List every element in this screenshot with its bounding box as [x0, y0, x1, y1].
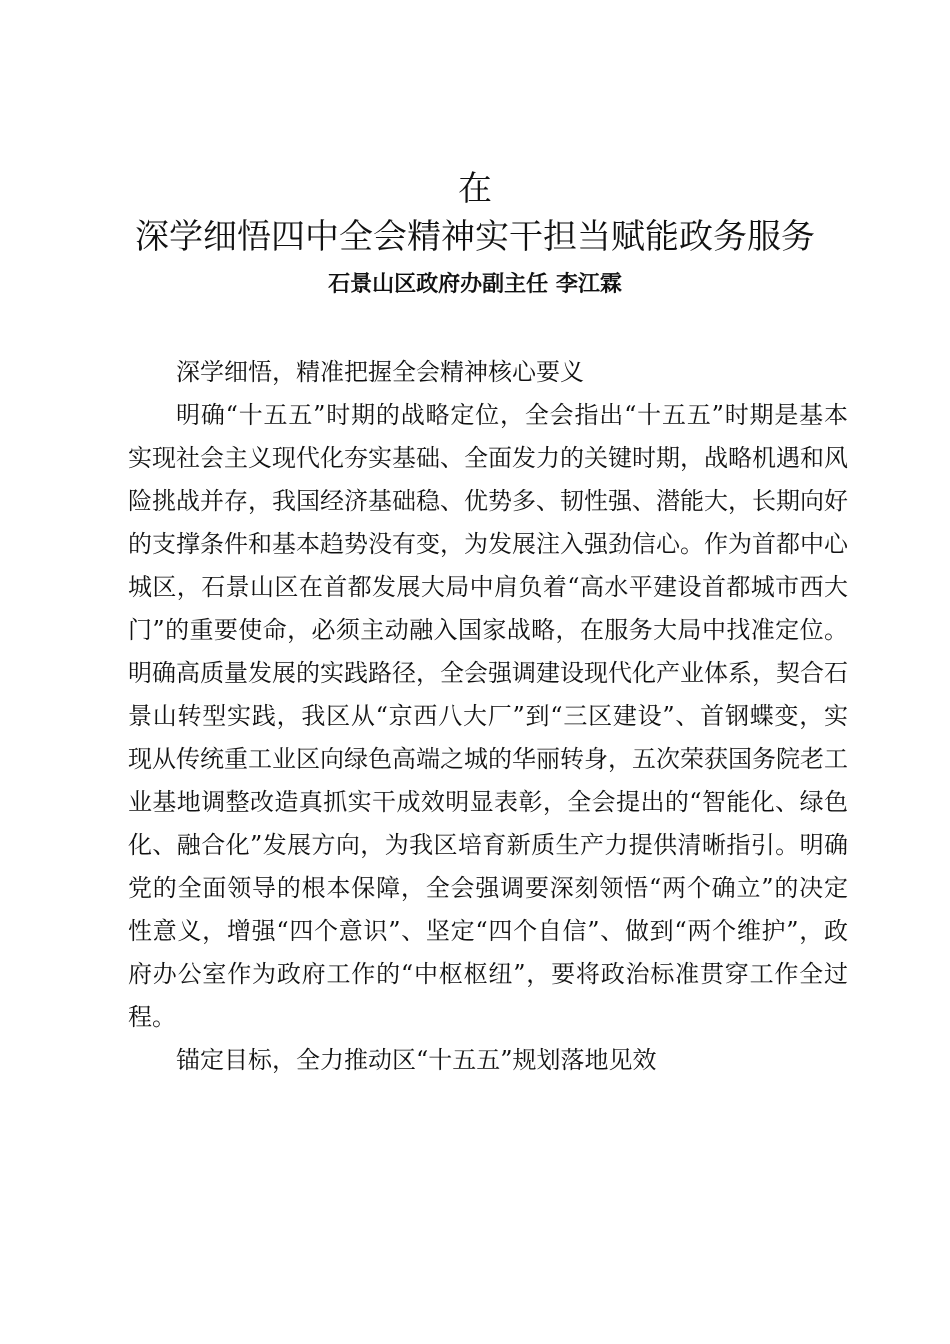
document-title: 深学细悟四中全会精神实干担当赋能政务服务: [135, 217, 815, 257]
section-heading: 深学细悟，精准把握全会精神核心要义: [176, 358, 584, 386]
document-body: [128, 351, 848, 1082]
author-byline: 石景山区政府办副主任 李江霖: [328, 271, 622, 297]
title-prefix: 在: [458, 169, 492, 209]
section-heading: 锚定目标，全力推动区“十五五”规划落地见效: [176, 1046, 657, 1074]
body-paragraph: 明确“十五五”时期的战略定位，全会指出“十五五”时期是基本实现社会主义现代化夯实基础、全面发力的关键时期，战略机遇和风险挑战并存，我国经济基础稳、优势多、韧性强、潜能大，长期向好的支撑条件和基本趋势没有变，为发展注入强劲信心。作为首都中心城区，石景山区在首都发展大局中肩负着“高水平建设首都城市西大门”的重要使命，必须主动融入国家战略，在服务大局中找准定位。明确高质量发展的实践路径，全会强调建设现代化产业体系，契合石景山转型实践，我区从“京西八大厂”到“三区建设”、首钢蝶变，实现从传统重工业区向绿色高端之城的华丽转身，五次荣获国务院老工业基地调整改造真抓实干成效明显表彰，全会提出的“智能化、绿色化、融合化”发展方向，为我区培育新质生产力提供清晰指引。明确党的全面领导的根本保障，全会强调要深刻领悟“两个确立”的决定性意义，增强“四个意识”、坚定“四个自信”、做到“两个维护”，政府办公室作为政府工作的“中枢枢纽”，要将政治标准贯穿工作全过程。: [128, 401, 848, 1031]
